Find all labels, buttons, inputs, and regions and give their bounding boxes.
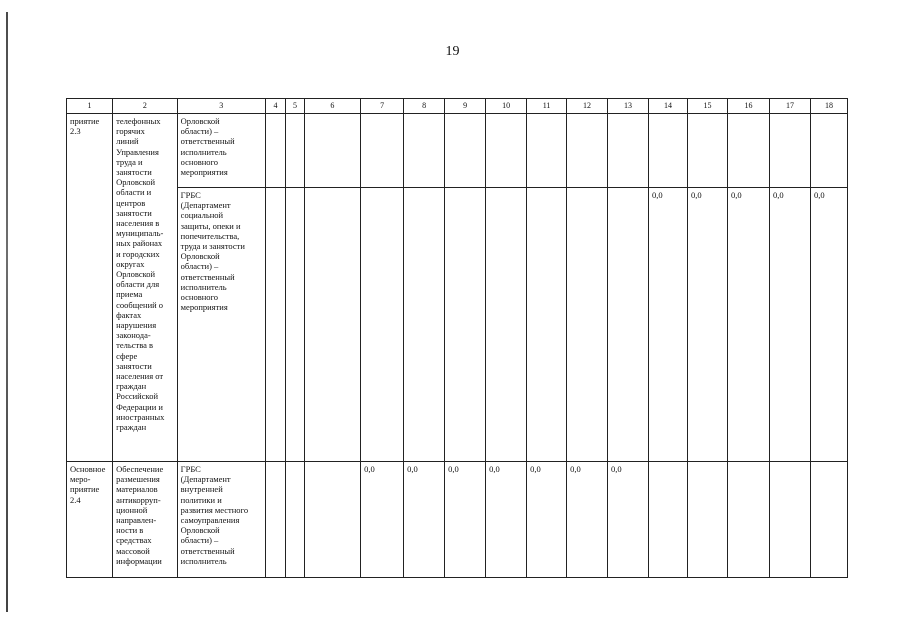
col-header-16: 16 (727, 99, 769, 114)
cell-c9 (445, 114, 486, 188)
col-header-2: 2 (113, 99, 178, 114)
value-cell-c8: 0,0 (404, 462, 445, 578)
cell-c8 (404, 188, 445, 462)
cell-c13 (608, 188, 649, 462)
cell-c7 (361, 188, 404, 462)
value-cell-c9: 0,0 (445, 462, 486, 578)
col-header-8: 8 (404, 99, 445, 114)
value-cell-c13: 0,0 (608, 462, 649, 578)
cell-c5 (286, 462, 304, 578)
value-cell-c18: 0,0 (810, 188, 847, 462)
header-row (67, 99, 848, 114)
cell-c13 (608, 114, 649, 188)
cell-c8 (404, 114, 445, 188)
cell-c10 (486, 188, 527, 462)
cell-c6 (304, 462, 360, 578)
cell-c7 (361, 114, 404, 188)
cell-c11 (527, 114, 567, 188)
value-cell-c10: 0,0 (486, 462, 527, 578)
cell-c16 (727, 462, 769, 578)
value-cell-c7: 0,0 (361, 462, 404, 578)
value-cell-c15: 0,0 (687, 188, 727, 462)
col-header-17: 17 (769, 99, 810, 114)
cell-c4 (265, 462, 285, 578)
table-row (67, 114, 848, 188)
cell-c15 (687, 462, 727, 578)
col-header-1: 1 (67, 99, 113, 114)
cell-c4 (265, 188, 285, 462)
cell-c17 (769, 114, 810, 188)
col-header-9: 9 (445, 99, 486, 114)
col-header-5: 5 (286, 99, 304, 114)
measure-name-cell: телефонных горячих линий Управления труда и занятости Орловской области и центров занятости населения в муниципаль- ных районах и городских округах Орловской области для приема сообщений о фактах нарушения законода- тельства в сфере занятости населения от граждан Российской Федерации и иностранных граждан (113, 114, 178, 462)
col-header-12: 12 (567, 99, 608, 114)
col-header-4: 4 (265, 99, 285, 114)
executor-cell: ГРБС (Департамент социальной защиты, опеки и попечительства, труда и занятости Орловской области) – ответственный исполнитель основного мероприятия (177, 188, 265, 462)
cell-c14 (649, 114, 688, 188)
page-number: 19 (445, 44, 460, 59)
measure-code-cell: приятие 2.3 (67, 114, 113, 462)
cell-c18 (810, 114, 847, 188)
cell-c17 (769, 462, 810, 578)
value-cell-c11: 0,0 (527, 462, 567, 578)
cell-c11 (527, 188, 567, 462)
col-header-6: 6 (304, 99, 360, 114)
cell-c18 (810, 462, 847, 578)
table-row (67, 462, 848, 578)
col-header-13: 13 (608, 99, 649, 114)
measure-name-cell: Обеспечение размешения материалов антикорруп- ционной направлен- ности в средствах массовой информации (113, 462, 178, 578)
budget-table (66, 98, 848, 578)
cell-c9 (445, 188, 486, 462)
value-cell-c14: 0,0 (649, 188, 688, 462)
executor-cell: ГРБС (Департамент внутренней политики и развития местного самоуправления Орловской области) – ответственный исполнитель (177, 462, 265, 578)
col-header-10: 10 (486, 99, 527, 114)
executor-cell: Орловской области) – ответственный исполнитель основного мероприятия (177, 114, 265, 188)
value-cell-c16: 0,0 (727, 188, 769, 462)
cell-c5 (286, 188, 304, 462)
cell-c6 (304, 114, 360, 188)
scan-edge-line (6, 12, 8, 612)
col-header-11: 11 (527, 99, 567, 114)
cell-c12 (567, 188, 608, 462)
cell-c16 (727, 114, 769, 188)
table-row (67, 188, 848, 462)
cell-c14 (649, 462, 688, 578)
cell-c4 (265, 114, 285, 188)
col-header-7: 7 (361, 99, 404, 114)
cell-c5 (286, 114, 304, 188)
cell-c6 (304, 188, 360, 462)
value-cell-c17: 0,0 (769, 188, 810, 462)
cell-c12 (567, 114, 608, 188)
cell-c10 (486, 114, 527, 188)
col-header-3: 3 (177, 99, 265, 114)
col-header-18: 18 (810, 99, 847, 114)
measure-code-cell: Основное меро- приятие 2.4 (67, 462, 113, 578)
col-header-14: 14 (649, 99, 688, 114)
value-cell-c12: 0,0 (567, 462, 608, 578)
cell-c15 (687, 114, 727, 188)
col-header-15: 15 (687, 99, 727, 114)
